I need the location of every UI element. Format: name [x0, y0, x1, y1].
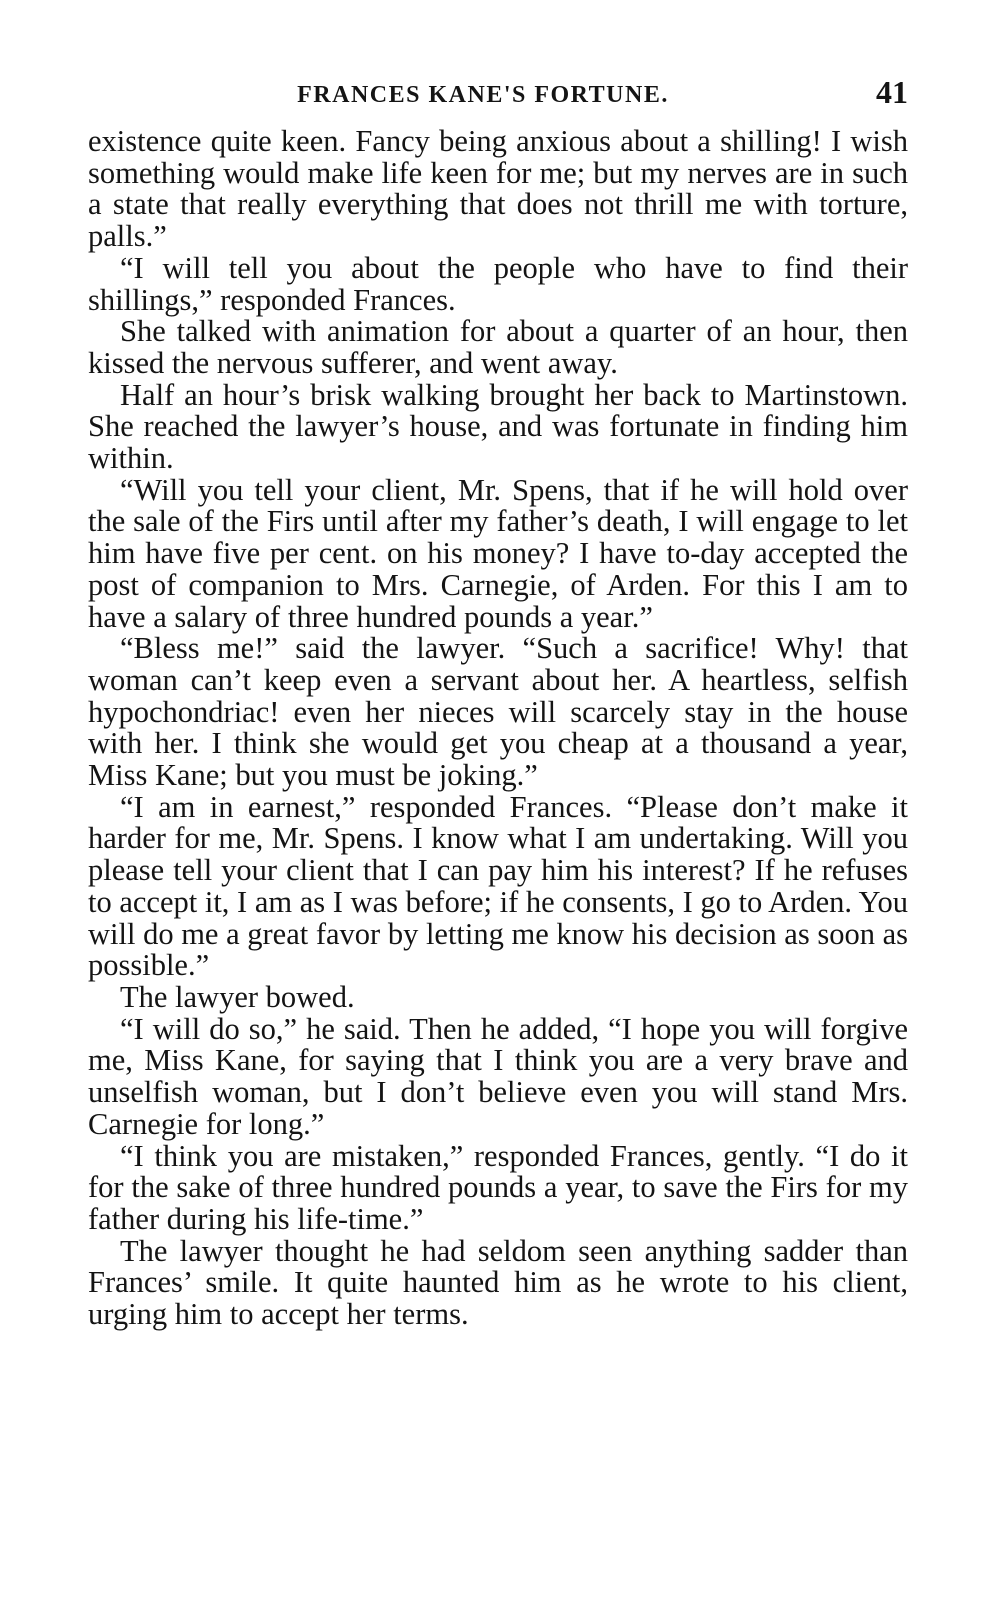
paragraph: “I will tell you about the people who have to find their shillings,” responded Frances. — [88, 250, 908, 317]
paragraph: “I think you are mistaken,” responded Frances, gently. “I do it for the sake of three hundred pounds a year, to save the Firs for my father during his life-time.” — [88, 1138, 908, 1236]
paragraph: “I will do so,” he said. Then he added, “I hope you will forgive me, Miss Kane, for saying that I think you are a very brave and unselfish woman, but I don’t believe even you will stand Mrs. Carnegie for long.” — [88, 1011, 908, 1141]
paragraph: The lawyer thought he had seldom seen anything sadder than Frances’ smile. It quite haunted him as he wrote to his client, urging him to accept her terms. — [88, 1233, 908, 1332]
paragraph: “I am in earnest,” responded Frances. “Please don’t make it harder for me, Mr. Spens. I know what I am undertaking. Will you please tell your client that I can pay him his interest? If he refuses to accept it, I am as I was before; if he consents, I go to Arden. You will do me a great favor by letting me know his decision as soon as possible.” — [88, 789, 908, 983]
paragraph: “Will you tell your client, Mr. Spens, that if he will hold over the sale of the Firs until after my father’s death, I will engage to let him have five per cent. on his money? I have to-day accepted the post of companion to Mrs. Carnegie, of Arden. For this I am to have a salary of three hundred pounds a year.” — [88, 472, 908, 634]
page-number: 41 — [876, 74, 908, 110]
running-title: FRANCES KANE'S FORTUNE. — [297, 82, 669, 108]
body-text — [88, 126, 908, 1331]
book-page — [88, 74, 908, 1331]
paragraph: The lawyer bowed. — [120, 979, 355, 1014]
paragraph: “Bless me!” said the lawyer. “Such a sacrifice! Why! that woman can’t keep even a servant about her. A heartless, selfish hypochondriac! even her nieces will scarcely stay in the house with her. I think she would get you cheap at a thousand a year, Miss Kane; but you must be joking.” — [88, 631, 908, 793]
running-head — [88, 74, 908, 126]
paragraph: She talked with animation for about a quarter of an hour, then kissed the nervous sufferer, and went away. — [88, 314, 908, 380]
paragraph-continued: existence quite keen. Fancy being anxious about a shilling! I wish something would make life keen for me; but my nerves are in such a state that really everything that does not thrill me with torture, palls.” — [88, 124, 908, 254]
paragraph: Half an hour’s brisk walking brought her back to Martinstown. She reached the lawyer’s house, and was fortunate in finding him within. — [88, 377, 908, 476]
